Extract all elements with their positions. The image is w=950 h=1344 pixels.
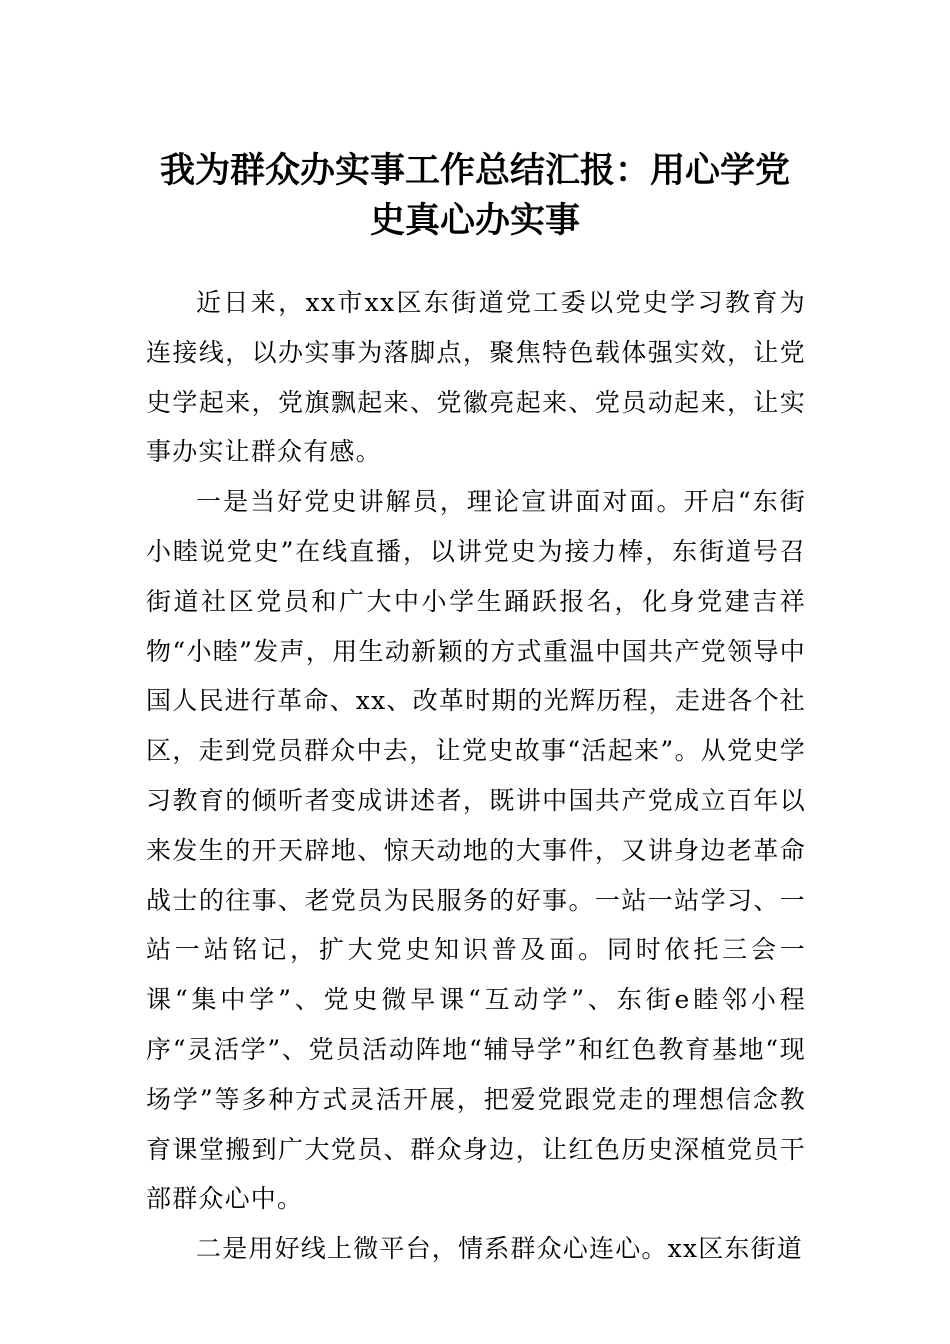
title-line-1: 我为群众办实事工作总结汇报：用心学党 <box>159 150 790 191</box>
document-title <box>140 146 810 246</box>
title-line-2: 史真心办实事 <box>369 200 580 241</box>
document-body <box>146 278 806 1274</box>
paragraph-point-two: 二是用好线上微平台，情系群众心连心。xx区东街道 <box>196 1234 804 1264</box>
paragraph-intro: 近日来，xx市xx区东街道党工委以党史学习教育为连接线，以办实事为落脚点，聚焦特色载体强实效，让党史学起来，党旗飘起来、党徽亮起来、党员动起来，让实事办实让群众有感。 <box>146 288 806 467</box>
paragraph-point-one: 一是当好党史讲解员，理论宣讲面对面。开启“东街小睦说党史”在线直播，以讲党史为接力棒，东街道号召街道社区党员和广大中小学生踊跃报名，化身党建吉祥物“小睦”发声，用生动新颖的方式重温中国共产党领导中国人民进行革命、xx、改革时期的光辉历程，走进各个社区，走到党员群众中去，让党史故事“活起来”。从党史学习教育的倾听者变成讲述者，既讲中国共产党成立百年以来发生的开天辟地、惊天动地的大事件，又讲身边老革命战士的往事、老党员为民服务的好事。一站一站学习、一站一站铭记，扩大党史知识普及面。同时依托三会一课“集中学”、党史微早课“互动学”、东街e睦邻小程序“灵活学”、党员活动阵地“辅导学”和红色教育基地“现场学”等多种方式灵活开展，把爱党跟党走的理想信念教育课堂搬到广大党员、群众身边，让红色历史深植党员干部群众心中。 <box>146 487 806 1214</box>
